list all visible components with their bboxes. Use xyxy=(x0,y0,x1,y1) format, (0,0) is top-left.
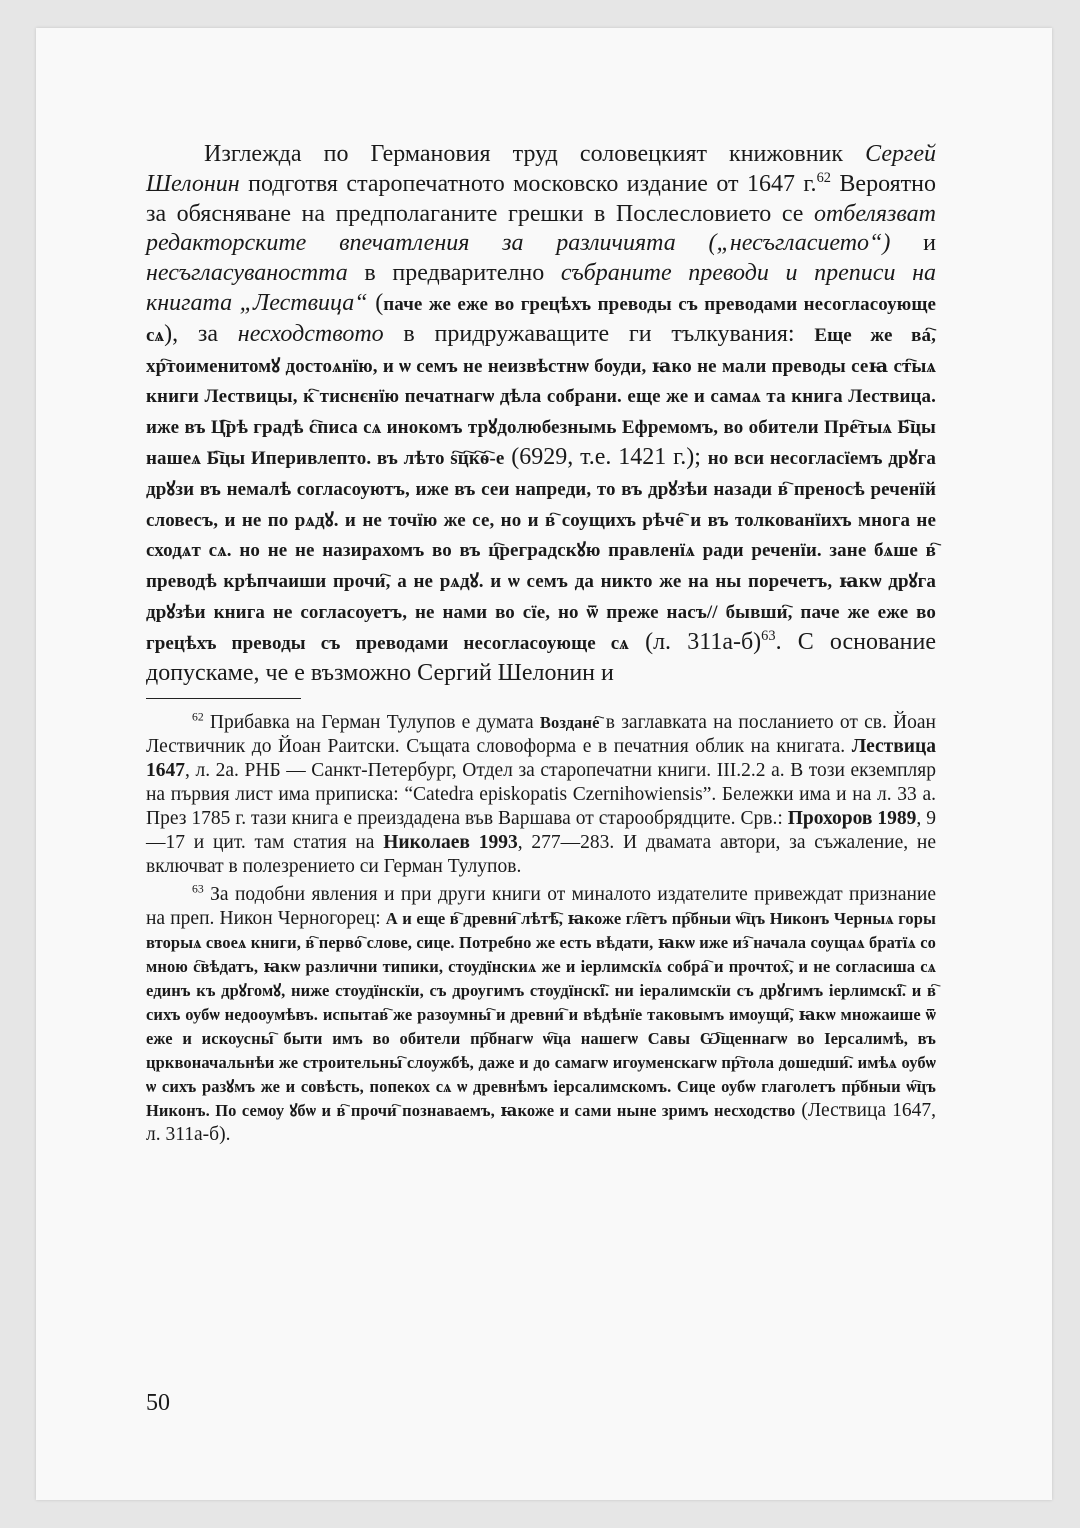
text-run: Прибавка на Герман Тулупов е думата xyxy=(203,712,540,734)
italic-run: несходството xyxy=(237,320,384,347)
church-slavonic-word: Воздане҇ xyxy=(539,713,600,733)
text-run: , л. 2а. РНБ — Санкт-Петербург, Отдел за старопечатни книги. III.2.2 а. В този екземпляр на първия лист има приписка: “Catedra episkopatis Czernihowiensis”. Бележки има и на л. 33 а. През 1785 г. тази книга е преиздадена във Варшава от старообрядците. Срв.: xyxy=(146,760,936,830)
main-paragraph xyxy=(146,140,936,688)
page-sheet xyxy=(36,28,1052,1500)
footnote-number: 62 xyxy=(192,710,204,724)
footnote-ref-62[interactable]: 62 xyxy=(816,169,831,186)
text-run: (Лествица 1647, л. 311а-б). xyxy=(146,1100,936,1146)
footnote-62 xyxy=(146,711,936,879)
text-run: в предварително xyxy=(347,260,561,287)
bold-citation: Николаев 1993 xyxy=(383,832,518,854)
text-run: (6929, т.е. 1421 г.); xyxy=(504,443,708,470)
text-run: подготвя старопечатното московско издание от 1647 г. xyxy=(239,170,817,197)
text-run: и xyxy=(890,230,937,257)
footnote-separator xyxy=(146,698,301,699)
text-run: Вероятно за обясняване на предполаганите грешки в Послесловието се xyxy=(146,170,936,227)
church-slavonic-quote: паче же еже во грецѣхъ преводы съ преводами несогласоующе сѧ xyxy=(146,293,937,346)
italic-run: несъгласуваността xyxy=(146,260,348,287)
footnote-63 xyxy=(146,883,936,1147)
church-slavonic-quote: но вси несогласїемъ дрꙋга дрꙋзи въ немалѣ согласоуютъ, иже въ сеи напреди, то въ дрꙋзѣи назади в҇ преносѣ реченїй словесъ, и не по рѧдꙋ. и не точїю же се, но и в҇ соущихъ рѣче҇ и въ толкованїихъ многа не сходѧт сѧ. но не не назирахомъ во въ ц҇реградскꙋю правленїѧ ради реченїи. зане бѧше в҇ преводѣ крѣпчаиши прочи҇, а не рѧдꙋ. и ѡ семъ да никто же на ны поречетъ, ꙗкѡ дрꙋга дрꙋзѣи книга не согласоуетъ, не нами во сїе, но ѿ преже насъ// бывши҇, паче же еже во грецѣхъ преводы съ преводами несогласоующе сѧ xyxy=(146,447,936,654)
text-run: (л. 311а-б) xyxy=(628,628,762,655)
text-run: . С основание допускаме, че е възможно Сергий Шелонин и xyxy=(146,628,936,686)
text-run: Изглежда по Германовия труд соловецкият книжовник xyxy=(204,141,866,167)
church-slavonic-quote: Еще же ва҇, хр҇тоименитомꙋ достоѧнїю, и ѡ семъ не неизвѣстнѡ боуди, ꙗко не мали преводы сеꙗ ст҇ыѧ книги Лествицы, к҇ тиснєнїю печатнагѡ дѣла собрани. еще же и самаѧ та книга Лествица. иже въ Ц҇рѣ градѣ с҇писа сѧ инокомъ трꙋдолюбезнымь Ефремомъ, во обители Пре҇тыѧ Б҇цы нашеѧ Б҇цы Иперивлепто. въ лѣто ѕ҇ц҇к҇ѳ҇-е xyxy=(146,324,936,469)
text-run: ( xyxy=(367,289,384,316)
text-run: в заглавката на посланието от св. Йоан Лествичник до Йоан Раитски. Същата словоформа е в печатния облик на книгата. xyxy=(146,712,936,758)
bold-citation: Прохоров 1989 xyxy=(787,808,917,830)
text-run: За подобни явления и при други книги от миналото издателите привеждат признание на преп. Никон Черногорец: xyxy=(146,884,936,930)
page-number: 50 xyxy=(146,1390,170,1416)
italic-run: отбелязват редакторските впечатления за различията („несъгласието“) xyxy=(146,200,936,257)
church-slavonic-quote: А и еще в҇ древни҇ лѣтѣ҇, ꙗкоже гл҇етъ пр҇бныи ѡ҇цъ Никонъ Черныѧ горы вторыѧ своеѧ книги, в҇ перво҇ слове, сице. Потребно же есть вѣдати, ꙗкѡ иже из҇ начала соущаѧ братїѧ со мною с҇вѣдатъ, ꙗкѡ различни типики, стоудїнскиѧ же и іерлимскїѧ собра҇ и прочтох҇, и не согласиша сѧ единъ къ дрꙋгомꙋ, ниже стоудїнскїи, съ дроугимъ стоудїнскї҇. ни іералимскїи съ дрꙋгимъ іерлимскї҇. и в҇ сихъ оубѡ недооумѣвъ. испытав҇ же разоумны҇ и древни҇ и вѣдѣнїе таковымъ имоущи҇, ꙗкѡ множаише ѿ еже и искоусны҇ быти имъ во обители пр҇бнагѡ ѡ҇ца нашегѡ Савы Ѡ҇щеннагѡ во Іерсалимѣ, въ црквоначальнѣи же строительны҇ слоужбѣ, даже и до самагѡ игоуменскагѡ пр҇тола дошедши҇. имѣѧ оубѡ ѡ сихъ разꙋмъ же и совѣсть, попекох сѧ ѡ древнѣмъ іерсалимскомъ. Сице оубѡ глаголетъ пр҇бныи ѡ҇цъ Никонъ. По семоу ꙋбѡ и в҇ прочи҇ познаваемъ, ꙗкоже и сами ныне зримъ несходство xyxy=(146,909,936,1121)
text-run: , 9—17 и цит. там статия на xyxy=(146,808,936,854)
italic-run: събраните преводи и преписи на книгата „Лествица“ xyxy=(146,260,936,316)
text-run: в придружаващите ги тълкувания: xyxy=(383,320,815,347)
italic-run: Сергей Шелонин xyxy=(146,141,936,197)
page-content xyxy=(146,140,936,1151)
footnote-ref-63[interactable]: 63 xyxy=(761,627,776,644)
text-run: , 277—283. И двамата автори, за съжаление, не включват в полезрението си Герман Тулупов. xyxy=(146,832,936,878)
text-run: ), за xyxy=(164,320,238,347)
bold-citation: Лествица 1647 xyxy=(146,736,936,782)
footnote-number: 63 xyxy=(192,882,204,896)
